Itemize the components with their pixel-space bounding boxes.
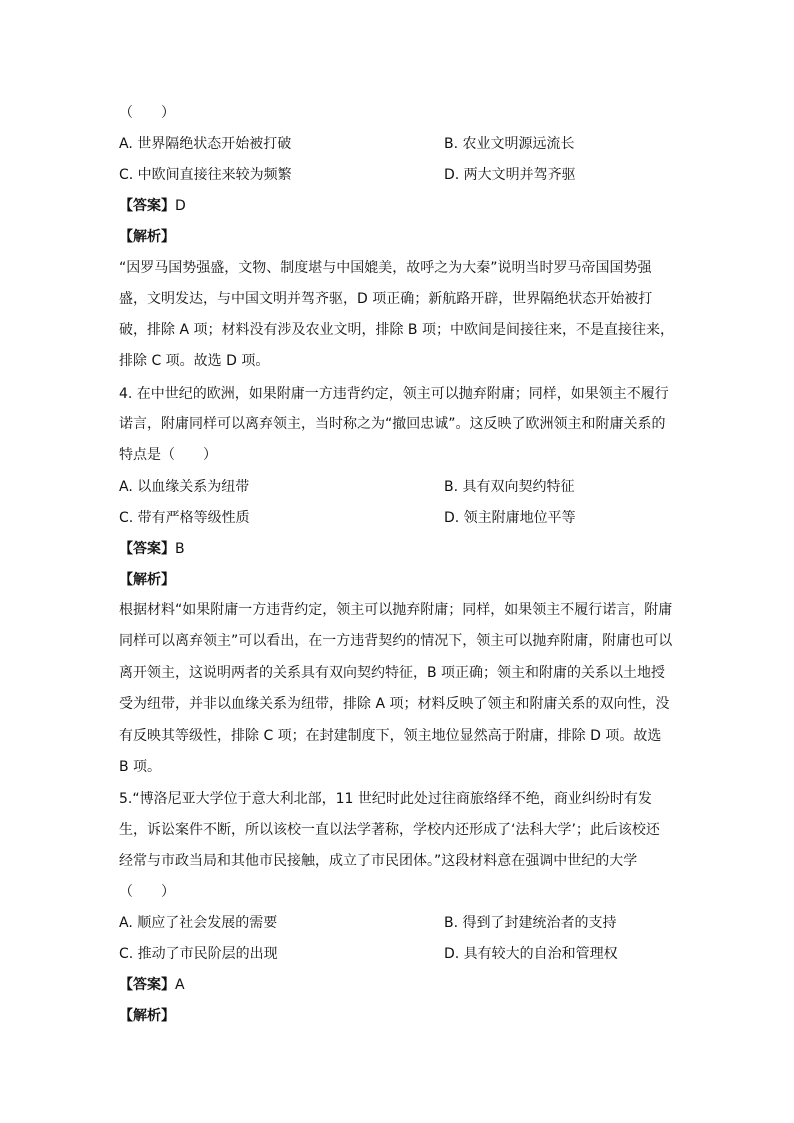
q4-analysis-label: 【解析】: [119, 572, 175, 588]
q5-option-c: C. 推动了市民阶层的出现: [119, 946, 278, 962]
q4-stem-line-3: 特点是（ ）: [119, 447, 217, 463]
q3-analysis-line-4: 排除 C 项。故选 D 项。: [119, 353, 270, 369]
q5-analysis-label: 【解析】: [119, 1008, 175, 1024]
q4-option-a: A. 以血缘关系为纽带: [119, 479, 250, 495]
q5-answer: [119, 975, 185, 995]
q3-answer: [119, 196, 186, 216]
q5-stem-line-1: 5.“博洛尼亚大学位于意大利北部，11 世纪时此处过往商旅络绎不绝，商业纠纷时有发: [119, 791, 652, 807]
answer-value: A: [175, 977, 185, 993]
answer-value: B: [175, 541, 185, 557]
q4-stem-line-2: 诺言，附庸同样可以离弃领主，当时称之为“撤回忠诚”。这反映了欧洲领主和附庸关系的: [119, 416, 666, 432]
q3-option-a: A. 世界隔绝状态开始被打破: [119, 136, 292, 152]
q3-analysis-line-1: “因罗马国势强盛，文物、制度堪与中国媲美，故呼之为大秦”说明当时罗马帝国国势强: [119, 260, 652, 276]
q3-analysis-line-3: 破，排除 A 项；材料没有涉及农业文明，排除 B 项；中欧间是间接往来，不是直接往来，: [119, 322, 674, 338]
q5-stem-line-4: （ ）: [119, 884, 175, 900]
q3-option-d: D. 两大文明并驾齐驱: [444, 167, 576, 183]
q5-option-a: A. 顺应了社会发展的需要: [119, 915, 278, 931]
q5-stem-line-2: 生，诉讼案件不断，所以该校一直以法学著称，学校内还形成了‘法科大学’；此后该校还: [119, 822, 660, 838]
q4-option-b: B. 具有双向契约特征: [444, 479, 575, 495]
q4-analysis-line-2: 同样可以离弃领主”可以看出，在一方违背契约的情况下，领主可以抛弃附庸，附庸也可以: [119, 633, 673, 649]
q5-option-b: B. 得到了封建统治者的支持: [444, 915, 617, 931]
q4-analysis-line-1: 根据材料“如果附庸一方违背约定，领主可以抛弃附庸；同样，如果领主不履行诺言，附庸: [119, 602, 673, 618]
q5-stem-line-3: 经常与市政当局和其他市民接触，成立了市民团体。”这段材料意在强调中世纪的大学: [119, 853, 638, 869]
answer-label: 【答案】: [119, 977, 175, 993]
q3-option-c: C. 中欧间直接往来较为频繁: [119, 167, 292, 183]
answer-label: 【答案】: [119, 198, 175, 214]
q4-stem-line-1: 4. 在中世纪的欧洲，如果附庸一方违背约定，领主可以抛弃附庸；同样，如果领主不履行: [119, 386, 669, 402]
q4-analysis-line-5: 有反映其等级性，排除 C 项；在封建制度下，领主地位显然高于附庸，排除 D 项。故选: [119, 728, 662, 744]
q4-analysis-line-4: 受为纽带，并非以血缘关系为纽带，排除 A 项；材料反映了领主和附庸关系的双向性，没: [119, 696, 670, 712]
answer-value: D: [175, 198, 186, 214]
q3-analysis-label: 【解析】: [119, 229, 175, 245]
q3-analysis-line-2: 盛，文明发达，与中国文明并驾齐驱，D 项正确；新航路开辟，世界隔绝状态开始被打: [119, 291, 653, 307]
q4-analysis-line-3: 离开领主，这说明两者的关系具有双向契约特征，B 项正确；领主和附庸的关系以土地授: [119, 665, 666, 681]
answer-label: 【答案】: [119, 541, 175, 557]
q4-option-c: C. 带有严格等级性质: [119, 510, 250, 526]
q3-paren: （ ）: [119, 105, 175, 121]
q4-analysis-line-6: B 项。: [119, 759, 162, 775]
q4-answer: [119, 539, 185, 559]
q3-option-b: B. 农业文明源远流长: [444, 136, 575, 152]
q4-option-d: D. 领主附庸地位平等: [444, 510, 576, 526]
q5-option-d: D. 具有较大的自治和管理权: [444, 946, 618, 962]
